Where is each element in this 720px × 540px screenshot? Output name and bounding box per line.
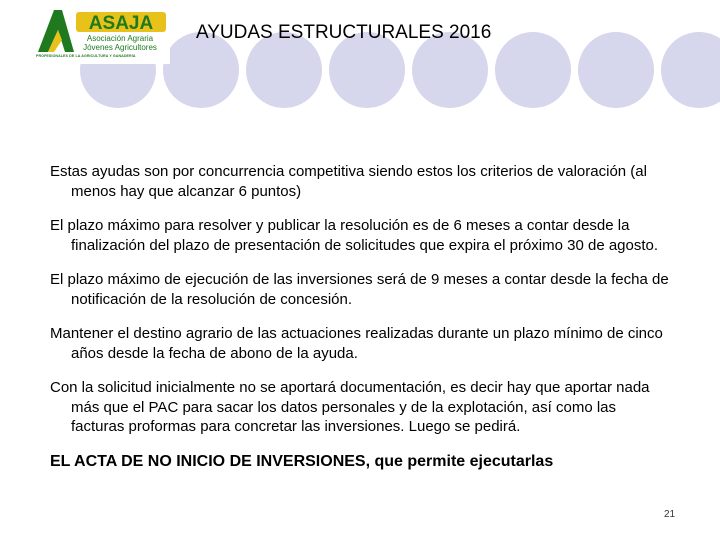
slide-title: AYUDAS ESTRUCTURALES 2016	[196, 22, 492, 43]
logo-line2: Jóvenes Agricultores	[83, 43, 157, 52]
logo-line1: Asociación Agraria	[86, 34, 154, 43]
logo-tagline: PROFESIONALES DE LA AGRICULTURA Y GANADERÍA	[36, 54, 136, 58]
paragraph-resolution-deadline: El plazo máximo para resolver y publicar la resolución es de 6 meses a contar desde la finalización del plazo de presentación de solicitudes que expira el próximo 30 de agosto.	[50, 217, 659, 254]
paragraph-acta-no-inicio: EL ACTA DE NO INICIO DE INVERSIONES, que permite ejecutarlas	[50, 452, 554, 470]
slide-number: 21	[664, 509, 676, 520]
paragraph-documentation: Con la solicitud inicialmente no se aportará documentación, es decir hay que aportar nada más que el PAC para sacar los datos personales y de la explotación, así como las facturas proformas para concretar las inversiones. Luego se pedirá.	[50, 379, 650, 435]
paragraph-agrarian-use: Mantener el destino agrario de las actuaciones realizadas durante un plazo mínimo de cinco años desde la fecha de abono de la ayuda.	[50, 325, 663, 362]
logo-name: ASAJA	[88, 13, 154, 34]
paragraph-criteria: Estas ayudas son por concurrencia competitiva siendo estos los criterios de valoración (al menos hay que alcanzar 6 puntos)	[50, 163, 647, 200]
slide-body	[50, 162, 670, 486]
paragraph-execution-deadline: El plazo máximo de ejecución de las inversiones será de 9 meses a contar desde la fecha de notificación de la resolución de concesión.	[50, 271, 669, 308]
